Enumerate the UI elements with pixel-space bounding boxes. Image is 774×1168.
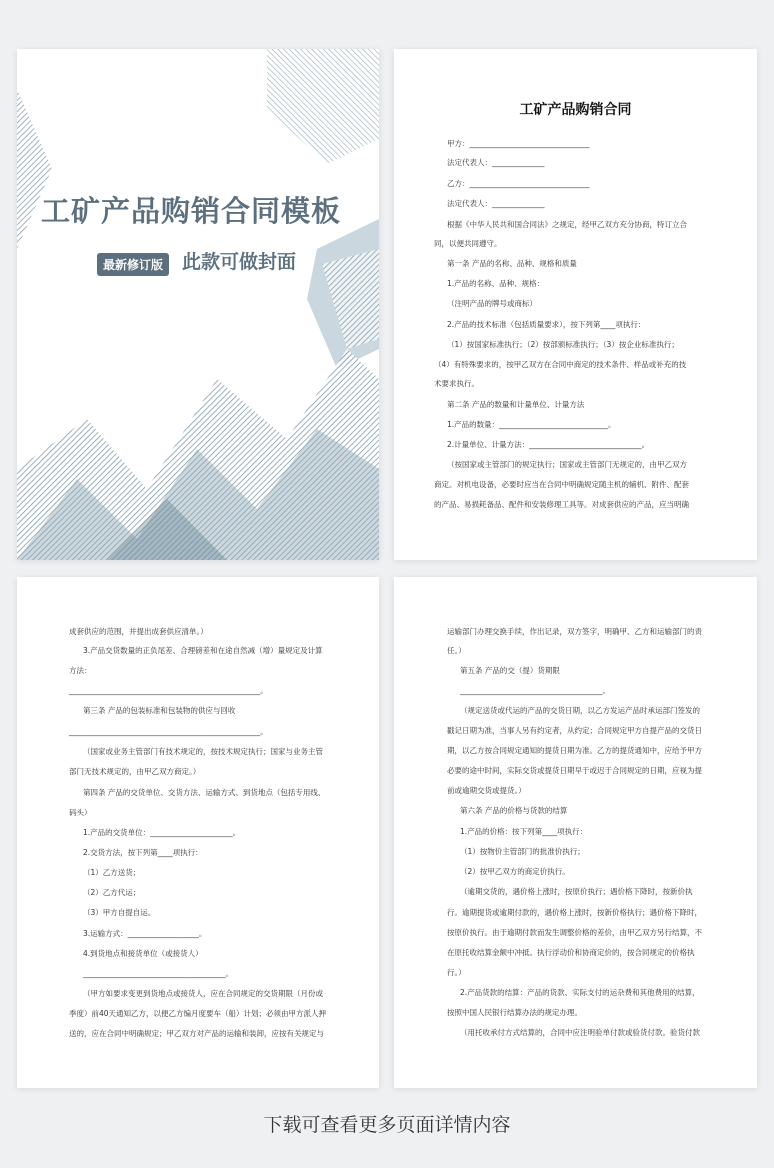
text-line: （国家或业务主管部门有技术规定的，按技术规定执行；国家与业务主管	[83, 747, 323, 756]
text-line: （规定送货或代运的产品的交货日期，以乙方发运产品时承运部门签发的	[460, 706, 700, 715]
text-line: 码头）	[69, 808, 92, 817]
text-line: （甲方如要求变更到货地点或接货人，应在合同规定的交货期限（月份或	[83, 989, 323, 998]
text-line: ______________________________________。	[460, 686, 610, 695]
text-line: 在原托收结算金额中冲抵。执行浮动价和协商定价的，按合同规定的价格执	[447, 948, 695, 957]
text-line: 法定代表人：______________	[447, 158, 545, 167]
text-line: 成套供应的范围，并提出成套供应清单。）	[69, 627, 208, 636]
text-line: 第五条 产品的交（提）货期限	[460, 666, 560, 675]
text-line: 2.产品货款的结算：产品的货款、实际支付的运杂费和其他费用的结算，	[460, 988, 700, 997]
text-line: （逾期交货的，遇价格上涨时，按原价执行；遇价格下降时，按新价执	[460, 887, 693, 896]
text-line: （2）乙方代运；	[83, 888, 141, 897]
text-line: 第四条 产品的交货单位、交货方法、运输方式、到货地点（包括专用线、	[83, 788, 326, 797]
text-line: ______________________________________。	[83, 969, 233, 978]
text-line: （1）乙方送货；	[83, 868, 141, 877]
text-line: 送的，应在合同中明确规定；甲乙双方对产品的运输和装卸，应按有关规定与	[69, 1029, 324, 1038]
text-line: ___________________________________________________。	[69, 686, 268, 695]
download-more-caption: 下载可查看更多页面详情内容	[263, 1114, 511, 1136]
text-line: 甲方：________________________________	[447, 139, 590, 148]
text-line: 术要求执行。	[434, 379, 479, 388]
text-line: 2.交货方法，按下列第____项执行：	[83, 848, 203, 857]
text-line: 4.到货地点和接货单位（或接货人）	[83, 949, 203, 958]
text-line: 3.运输方式：___________________。	[83, 929, 207, 938]
text-line: 前或逾期交货或提货。）	[447, 786, 526, 795]
text-line: （用托收承付方式结算的，合同中应注明验单付款或验货付款。验货付款	[460, 1028, 700, 1037]
text-line: ___________________________________________________。	[69, 727, 268, 736]
text-line: 2.计量单位、计量方法：______________________________。	[447, 440, 650, 449]
text-line: 第一条 产品的名称、品种、规格和质量	[447, 259, 577, 268]
cover-page	[17, 49, 379, 560]
text-line: 根据《中华人民共和国合同法》之规定，经甲乙双方充分协商，特订立合	[447, 220, 687, 229]
text-line: 必要的途中时间，实际交货或提货日期早于或迟于合同规定的日期，应视为提	[447, 766, 702, 775]
text-line: 的产品、易损耗备品、配件和安装修理工具等。对成套供应的产品，应当明确	[434, 500, 689, 509]
document-title: 工矿产品购销合同	[519, 102, 632, 118]
text-line: 第六条 产品的价格与货款的结算	[460, 806, 568, 815]
text-line: （1）按国家标准执行；（2）按部颁标准执行；（3）按企业标准执行；	[447, 340, 679, 349]
text-line: 2.产品的技术标准（包括质量要求），按下列第____项执行：	[447, 320, 646, 329]
text-line: （按国家或主管部门的规定执行；国家或主管部门无规定的，由甲乙双方	[447, 460, 687, 469]
document-page-4	[394, 577, 757, 1088]
text-line: （3）甲方自提自运。	[83, 908, 156, 917]
text-line: 行。逾期提货或逾期付款的，遇价格上涨时，按新价格执行；遇价格下降时，	[447, 908, 702, 917]
text-line: 法定代表人：______________	[447, 199, 545, 208]
text-line: 第三条 产品的包装标准和包装物的供应与回收	[83, 706, 236, 715]
text-line: 1.产品的数量：_____________________________。	[447, 420, 616, 429]
text-line: 第二条 产品的数量和计量单位、计量方法	[447, 400, 585, 409]
document-page-2	[394, 49, 757, 560]
text-line: 乙方：________________________________	[447, 179, 590, 188]
text-line: 部门无技术规定的，由甲乙双方商定。）	[69, 767, 201, 776]
text-line: 任。）	[447, 646, 466, 655]
text-line: 行。）	[447, 968, 466, 977]
text-line: 按原价执行。由于逾期付款而发生调整价格的差价，由甲乙双方另行结算，不	[447, 928, 702, 937]
document-page-3	[17, 577, 379, 1088]
text-line: 1.产品的名称、品种、规格：	[447, 279, 545, 288]
text-line: 同，以便共同遵守。	[434, 239, 502, 248]
text-line: （1）按物价主管部门的批准价执行；	[460, 847, 585, 856]
text-line: 按照中国人民银行结算办法的规定办理。	[447, 1008, 582, 1017]
text-line: （注明产品的牌号或商标）	[447, 299, 537, 308]
text-line: 季度）前40天通知乙方，以便乙方编月度要车（船）计划；必须由甲方派人押	[69, 1009, 327, 1018]
text-line: （2）按甲乙双方的商定价执行。	[460, 867, 570, 876]
text-line: 戳记日期为准，当事人另有约定者，从约定；合同规定甲方自提产品的交货日	[447, 726, 702, 735]
cover-title: 工矿产品购销合同模板	[41, 194, 342, 228]
text-line: 1.产品的价格：按下列第____项执行：	[460, 827, 588, 836]
cover-geometric-art	[17, 49, 379, 560]
text-line: 1.产品的交货单位：______________________。	[83, 828, 241, 837]
cover-badge: 最新修订版	[97, 253, 169, 276]
text-line: （4）有特殊要求的，按甲乙双方在合同中商定的技术条件、样品或补充的技	[434, 360, 687, 369]
text-line: 商定。对机电设备，必要时应当在合同中明确规定随主机的辅机、附件、配套	[434, 480, 689, 489]
cover-subtitle: 此款可做封面	[182, 251, 297, 273]
text-line: 方法：	[69, 666, 92, 675]
text-line: 3.产品交货数量的正负尾差、合理磅差和在途自然减（增）量规定及计算	[83, 646, 323, 655]
text-line: 运输部门办理交换手续，作出记录，双方签字，明确甲、乙方和运输部门的责	[447, 627, 702, 636]
text-line: 期，以乙方按合同规定通知的提货日期为准。乙方的提货通知中，应给予甲方	[447, 746, 702, 755]
